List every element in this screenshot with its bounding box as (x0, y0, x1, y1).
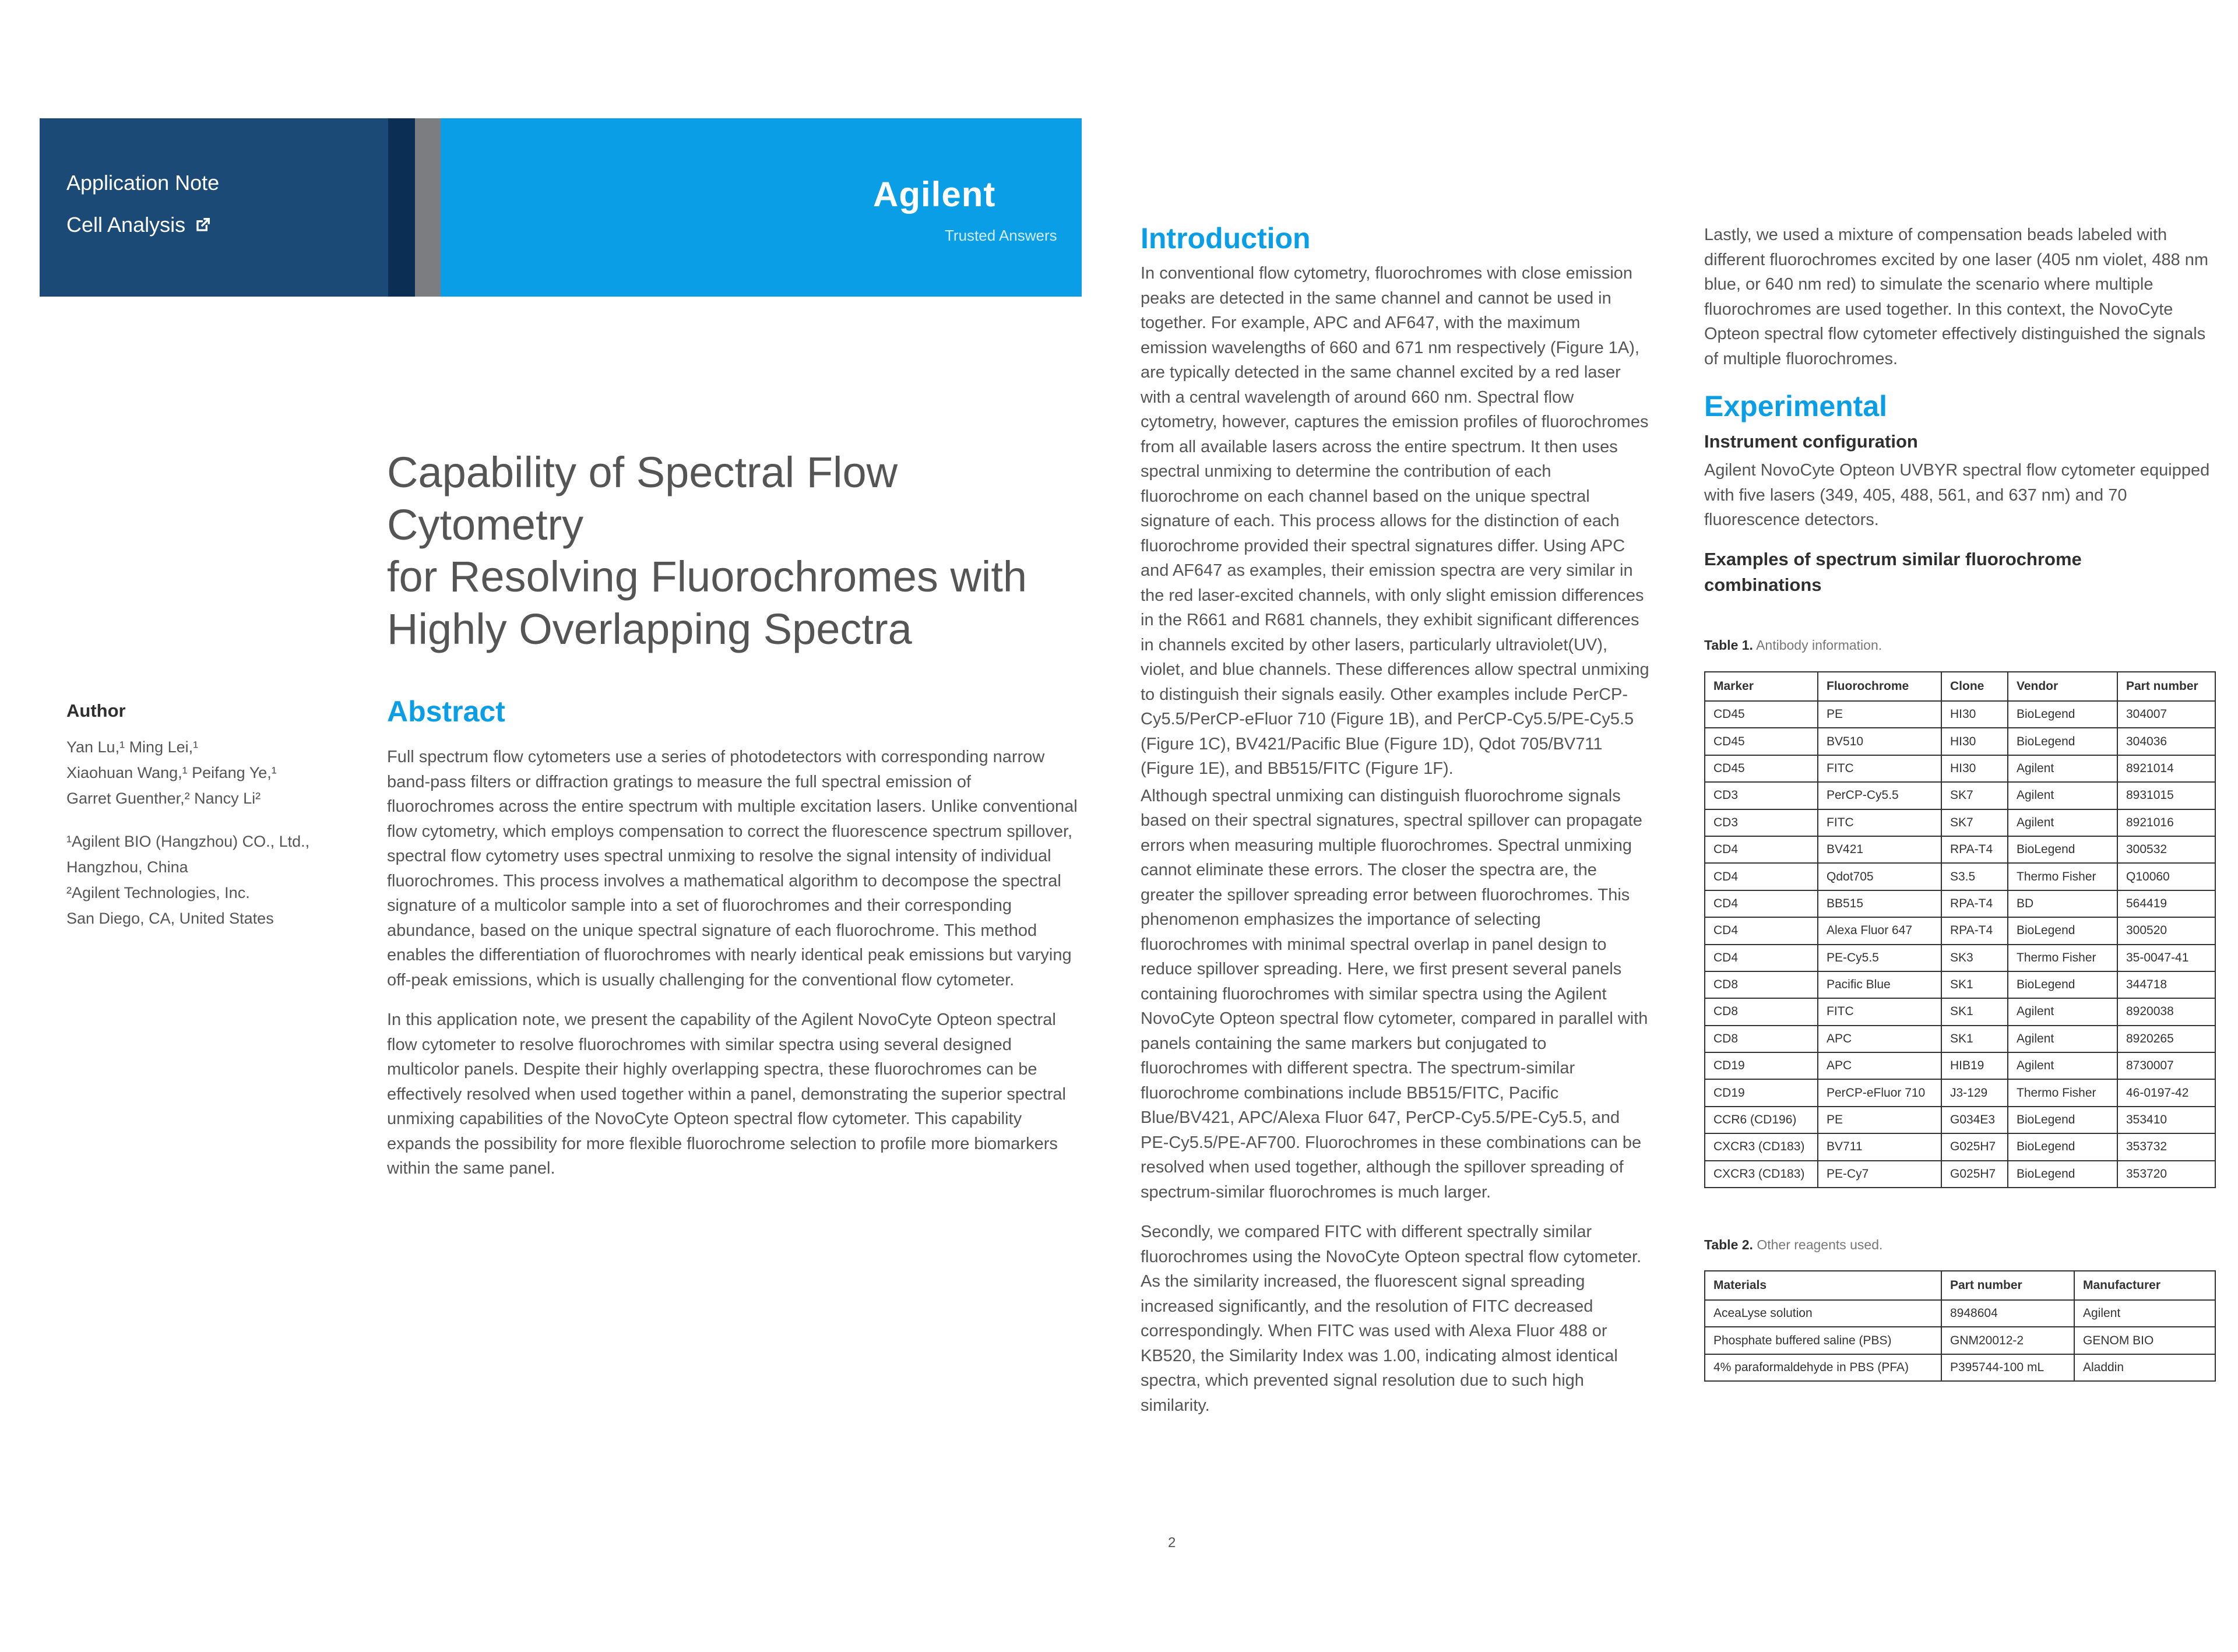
column-header: Materials (1705, 1271, 1941, 1300)
table-cell: 353732 (2117, 1133, 2215, 1160)
author-list (66, 734, 335, 931)
authors-line: Garret Guenther,² Nancy Li² (66, 790, 261, 807)
table-cell: PerCP-eFluor 710 (1818, 1079, 1941, 1106)
table-cell: Agilent (2074, 1300, 2215, 1327)
table-cell: 300520 (2117, 917, 2215, 944)
table-cell: HI30 (1941, 728, 2008, 755)
table-cell: 8931015 (2117, 782, 2215, 809)
table-cell: SK3 (1941, 945, 2008, 971)
table-cell: Agilent (2008, 809, 2117, 836)
table-row (1705, 782, 2215, 809)
affiliation-line: ¹Agilent BIO (Hangzhou) CO., Ltd., (66, 833, 310, 850)
author-heading: Author (66, 700, 126, 721)
table-cell: Phosphate buffered saline (PBS) (1705, 1327, 1941, 1354)
table-cell: Agilent (2008, 1052, 2117, 1079)
doc-type-label: Application Note (66, 171, 220, 195)
table-cell: S3.5 (1941, 863, 2008, 890)
table-cell: Q10060 (2117, 863, 2215, 890)
table-row (1705, 1107, 2215, 1133)
reagents-table (1704, 1270, 2216, 1382)
table-cell: Agilent (2008, 998, 2117, 1025)
table-cell: Thermo Fisher (2008, 945, 2117, 971)
table2-label: Table 2. (1704, 1237, 1753, 1252)
brand-name: Agilent (873, 175, 996, 214)
table-cell: SK7 (1941, 782, 2008, 809)
table-cell: 344718 (2117, 971, 2215, 998)
table-cell: GNM20012-2 (1941, 1327, 2074, 1354)
table-cell: CD4 (1705, 863, 1818, 890)
table-cell: CD8 (1705, 1026, 1818, 1052)
table-row (1705, 1354, 2215, 1381)
table-cell: PE (1818, 1107, 1941, 1133)
authors-line: Yan Lu,¹ Ming Lei,¹ (66, 738, 199, 756)
table-cell: 35-0047-41 (2117, 945, 2215, 971)
table-cell: PE (1818, 701, 1941, 728)
table-cell: FITC (1818, 755, 1941, 782)
page-number: 2 (1168, 1535, 1176, 1551)
table-cell: CD45 (1705, 755, 1818, 782)
table-cell: CD19 (1705, 1052, 1818, 1079)
table-cell: CD3 (1705, 782, 1818, 809)
table-row (1705, 809, 2215, 836)
table-cell: Agilent (2008, 1026, 2117, 1052)
table-cell: CD8 (1705, 998, 1818, 1025)
table-row (1705, 971, 2215, 998)
table-cell: 4% paraformaldehyde in PBS (PFA) (1705, 1354, 1941, 1381)
table-cell: Qdot705 (1818, 863, 1941, 890)
table-cell: PerCP-Cy5.5 (1818, 782, 1941, 809)
table-cell: PE-Cy7 (1818, 1161, 1941, 1188)
title-line-3: Highly Overlapping Spectra (387, 604, 912, 653)
table-cell: 8921014 (2117, 755, 2215, 782)
table-cell: SK1 (1941, 1026, 2008, 1052)
title-line-1: Capability of Spectral Flow Cytometry (387, 448, 898, 549)
table-cell: CCR6 (CD196) (1705, 1107, 1818, 1133)
introduction-heading: Introduction (1141, 222, 1311, 255)
table-cell: 8920265 (2117, 1026, 2215, 1052)
table-cell: HIB19 (1941, 1052, 2008, 1079)
lastly-paragraph: Lastly, we used a mixture of compensation beads labeled with different fluorochromes excited by one laser (405 nm violet, 488 nm blue, or 640 nm red) to simulate the scenario where multiple fluorochromes are used together. In this context, the NovoCyte Opteon spectral flow cytometer effectively distinguished the signals of multiple fluorochromes. (1704, 226, 2209, 368)
table-cell: G025H7 (1941, 1133, 2008, 1160)
title-line-2: for Resolving Fluorochromes with (387, 552, 1027, 601)
table-cell: BioLegend (2008, 1161, 2117, 1188)
table-row (1705, 917, 2215, 944)
column-header: Manufacturer (2074, 1271, 2215, 1300)
table-cell: BV510 (1818, 728, 1941, 755)
banner-stripe-dark (388, 118, 415, 297)
instrument-config-heading: Instrument configuration (1704, 431, 1918, 452)
table-cell: SK1 (1941, 998, 2008, 1025)
table-row (1705, 1300, 2215, 1327)
table-cell: AceaLyse solution (1705, 1300, 1941, 1327)
table-cell: BV711 (1818, 1133, 1941, 1160)
brand-tagline: Trusted Answers (945, 227, 1057, 244)
instrument-config-text: Agilent NovoCyte Opteon UVBYR spectral flow cytometer equipped with five lasers (349, 405, 488, 561, and 637 nm) and 70 fluorescence detectors. (1704, 461, 2210, 529)
table-cell: HI30 (1941, 701, 2008, 728)
introduction-paragraph: Although spectral unmixing can distinguish fluorochrome signals based on their spectral signatures, spectral spillover can propagate errors when measuring multiple fluorochromes. Spectral unmixing cannot eliminate these errors. The closer the spectra are, the greater the spillover spreading error between fluorochromes. This phenomenon emphasizes the importance of selecting fluorochromes with minimal spectral overlap in panel design to reduce spillover spreading. Here, we first present several panels containing fluorochromes with similar spectra using the Agilent NovoCyte Opteon spectral flow cytometer, compared in parallel with panels containing the same markers but conjugated to fluorochromes with different spectra. The spectrum-similar fluorochrome combinations include BB515/FITC, Pacific Blue/BV421, APC/Alexa Fluor 647, PerCP-Cy5.5/PE-Cy5.5, and PE-Cy5.5/PE-AF700. Fluorochromes in these combinations can be resolved when used together, although the spillover spreading of spectrum-similar fluorochromes is much larger. (1141, 786, 1648, 1202)
table-cell: 564419 (2117, 890, 2215, 917)
table-cell: CXCR3 (CD183) (1705, 1161, 1818, 1188)
table-cell: BioLegend (2008, 728, 2117, 755)
table-cell: 46-0197-42 (2117, 1079, 2215, 1106)
table-cell: FITC (1818, 809, 1941, 836)
table-cell: BD (2008, 890, 2117, 917)
table-cell: 304007 (2117, 701, 2215, 728)
table-cell: CD4 (1705, 890, 1818, 917)
table-cell: 353720 (2117, 1161, 2215, 1188)
table-header-row (1705, 1271, 2215, 1300)
table-cell: APC (1818, 1026, 1941, 1052)
table-row (1705, 890, 2215, 917)
table-row (1705, 1052, 2215, 1079)
table-cell: 8730007 (2117, 1052, 2215, 1079)
table1-caption-text: Antibody information. (1756, 637, 1882, 653)
table-cell: Agilent (2008, 755, 2117, 782)
table-cell: P395744-100 mL (1941, 1354, 2074, 1381)
table-cell: 304036 (2117, 728, 2215, 755)
table2-caption-text: Other reagents used. (1757, 1237, 1883, 1252)
table-cell: SK7 (1941, 809, 2008, 836)
column-header: Part number (2117, 672, 2215, 701)
table-cell: BB515 (1818, 890, 1941, 917)
table-cell: CD45 (1705, 728, 1818, 755)
table-cell: J3-129 (1941, 1079, 2008, 1106)
table-row (1705, 1079, 2215, 1106)
table-cell: BioLegend (2008, 1107, 2117, 1133)
examples-heading: Examples of spectrum similar fluorochrome combinations (1704, 549, 2082, 595)
experimental-heading: Experimental (1704, 390, 1888, 422)
table-cell: PE-Cy5.5 (1818, 945, 1941, 971)
table-cell: BioLegend (2008, 1133, 2117, 1160)
table-cell: Pacific Blue (1818, 971, 1941, 998)
table-row (1705, 1133, 2215, 1160)
authors-line: Xiaohuan Wang,¹ Peifang Ye,¹ (66, 764, 277, 781)
column-header: Marker (1705, 672, 1818, 701)
table-cell: 300532 (2117, 836, 2215, 863)
table-cell: GENOM BIO (2074, 1327, 2215, 1354)
abstract-body (387, 745, 1078, 1181)
table-cell: CD4 (1705, 917, 1818, 944)
table-row (1705, 945, 2215, 971)
table2-caption (1704, 1237, 1882, 1253)
table-cell: CD45 (1705, 701, 1818, 728)
table-cell: G025H7 (1941, 1161, 2008, 1188)
introduction-body (1141, 261, 1651, 1418)
document-title (387, 446, 1098, 655)
table-cell: BioLegend (2008, 917, 2117, 944)
banner-left-panel (40, 118, 388, 297)
table-cell: RPA-T4 (1941, 836, 2008, 863)
banner-right-panel (441, 118, 1082, 297)
table1-label: Table 1. (1704, 637, 1753, 653)
table-cell: CD19 (1705, 1079, 1818, 1106)
affiliation-line: San Diego, CA, United States (66, 910, 274, 927)
category-label: Cell Analysis (66, 213, 186, 237)
table-row (1705, 728, 2215, 755)
table-cell: Thermo Fisher (2008, 1079, 2117, 1106)
table-cell: RPA-T4 (1941, 917, 2008, 944)
table-cell: BV421 (1818, 836, 1941, 863)
table-cell: 8920038 (2117, 998, 2215, 1025)
table-row (1705, 1327, 2215, 1354)
table-cell: 353410 (2117, 1107, 2215, 1133)
table-cell: CD8 (1705, 971, 1818, 998)
abstract-paragraph: Full spectrum flow cytometers use a series of photodetectors with corresponding narrow band-pass filters or diffraction gratings to measure the full spectral emission of fluorochromes across the entire spectrum with multiple excitation lasers. Unlike conventional flow cytometry, which employs compensation to correct the fluorescence spectrum spillover, spectral flow cytometry uses spectral unmixing to resolve the signal intensity of individual fluorochromes. This process involves a mathematical algorithm to decompose the spectral signature of a multicolor sample into a set of fluorochromes and their corresponding abundance, based on the unique spectral signature of each fluorochrome. This method enables the differentiation of fluorochromes with nearly identical peak emissions but varying off-peak emissions, which is usually challenging for the conventional flow cytometer. (387, 748, 1078, 989)
table-cell: 8948604 (1941, 1300, 2074, 1327)
affiliation-line: ²Agilent Technologies, Inc. (66, 884, 250, 901)
table-row (1705, 701, 2215, 728)
column-header: Part number (1941, 1271, 2074, 1300)
table-cell: Alexa Fluor 647 (1818, 917, 1941, 944)
table-cell: CD4 (1705, 836, 1818, 863)
column-header: Vendor (2008, 672, 2117, 701)
table-row (1705, 1161, 2215, 1188)
table-cell: BioLegend (2008, 701, 2117, 728)
abstract-paragraph: In this application note, we present the capability of the Agilent NovoCyte Opteon spectral flow cytometer to resolve fluorochromes with similar spectra using several designed multicolor panels. Despite their highly overlapping spectra, these fluorochromes can be effectively resolved when used together within a panel, demonstrating the superior spectral unmixing capabilities of the NovoCyte Opteon spectral flow cytometer. This capability expands the possibility for more flexible fluorochrome selection to profile more biomarkers within the same panel. (387, 1010, 1066, 1178)
table-cell: CD4 (1705, 945, 1818, 971)
column-header: Fluorochrome (1818, 672, 1941, 701)
column-header: Clone (1941, 672, 2008, 701)
table-cell: Agilent (2008, 782, 2117, 809)
table-cell: Aladdin (2074, 1354, 2215, 1381)
table-row (1705, 998, 2215, 1025)
header-banner (40, 118, 1082, 297)
abstract-heading: Abstract (387, 695, 505, 728)
table-cell: APC (1818, 1052, 1941, 1079)
banner-stripe-gray (415, 118, 441, 297)
table-row (1705, 755, 2215, 782)
table-cell: HI30 (1941, 755, 2008, 782)
category-link[interactable] (66, 213, 212, 237)
table-cell: G034E3 (1941, 1107, 2008, 1133)
table1-caption (1704, 637, 1882, 653)
table-row (1705, 1026, 2215, 1052)
antibody-table (1704, 671, 2216, 1188)
external-link-icon (193, 216, 212, 234)
table-row (1705, 836, 2215, 863)
table-cell: Thermo Fisher (2008, 863, 2117, 890)
introduction-paragraph: Secondly, we compared FITC with different spectrally similar fluorochromes using the NovoCyte Opteon spectral flow cytometer. As the similarity increased, the fluorescent signal spreading increased significantly, and the resolution of FITC decreased correspondingly. When FITC was used with Alexa Fluor 488 or KB520, the Similarity Index was 1.00, indicating almost identical spectra, which prevented signal resolution due to such high similarity. (1141, 1223, 1642, 1415)
table-cell: SK1 (1941, 971, 2008, 998)
table-cell: CD3 (1705, 809, 1818, 836)
table-row (1705, 863, 2215, 890)
table-header-row (1705, 672, 2215, 701)
table-cell: CXCR3 (CD183) (1705, 1133, 1818, 1160)
introduction-paragraph: In conventional flow cytometry, fluorochromes with close emission peaks are detected in the same channel and cannot be used in together. For example, APC and AF647, with the maximum emission wavelengths of 660 and 671 nm respectively (Figure 1A), are typically detected in the same channel excited by a red laser with a central wavelength of around 660 nm. Spectral flow cytometry, however, captures the emission profiles of fluorochromes from all available lasers across the entire spectrum. It then uses spectral unmixing to determine the contribution of each fluorochrome on each channel based on the unique spectral signature of each. This process allows for the distinction of each fluorochrome provided their spectral signatures differ. Using APC and AF647 as examples, their emission spectra are very similar in the red laser-excited channels, with only slight emission differences in the R661 and R681 channels, they exhibit significant differences in channels excited by other lasers, particularly ultraviolet(UV), violet, and blue channels. These differences allow spectral unmixing to distinguish their signals easily. Other examples include PerCP-Cy5.5/PerCP-eFluor 710 (Figure 1B), and PerCP-Cy5.5/PE-Cy5.5 (Figure 1C), BV421/Pacific Blue (Figure 1D), Qdot 705/BV711 (Figure 1E), and BB515/FITC (Figure 1F). (1141, 264, 1649, 778)
table-cell: 8921016 (2117, 809, 2215, 836)
affiliation-line: Hangzhou, China (66, 858, 188, 876)
table-cell: BioLegend (2008, 971, 2117, 998)
table-cell: FITC (1818, 998, 1941, 1025)
table-cell: RPA-T4 (1941, 890, 2008, 917)
table-cell: BioLegend (2008, 836, 2117, 863)
